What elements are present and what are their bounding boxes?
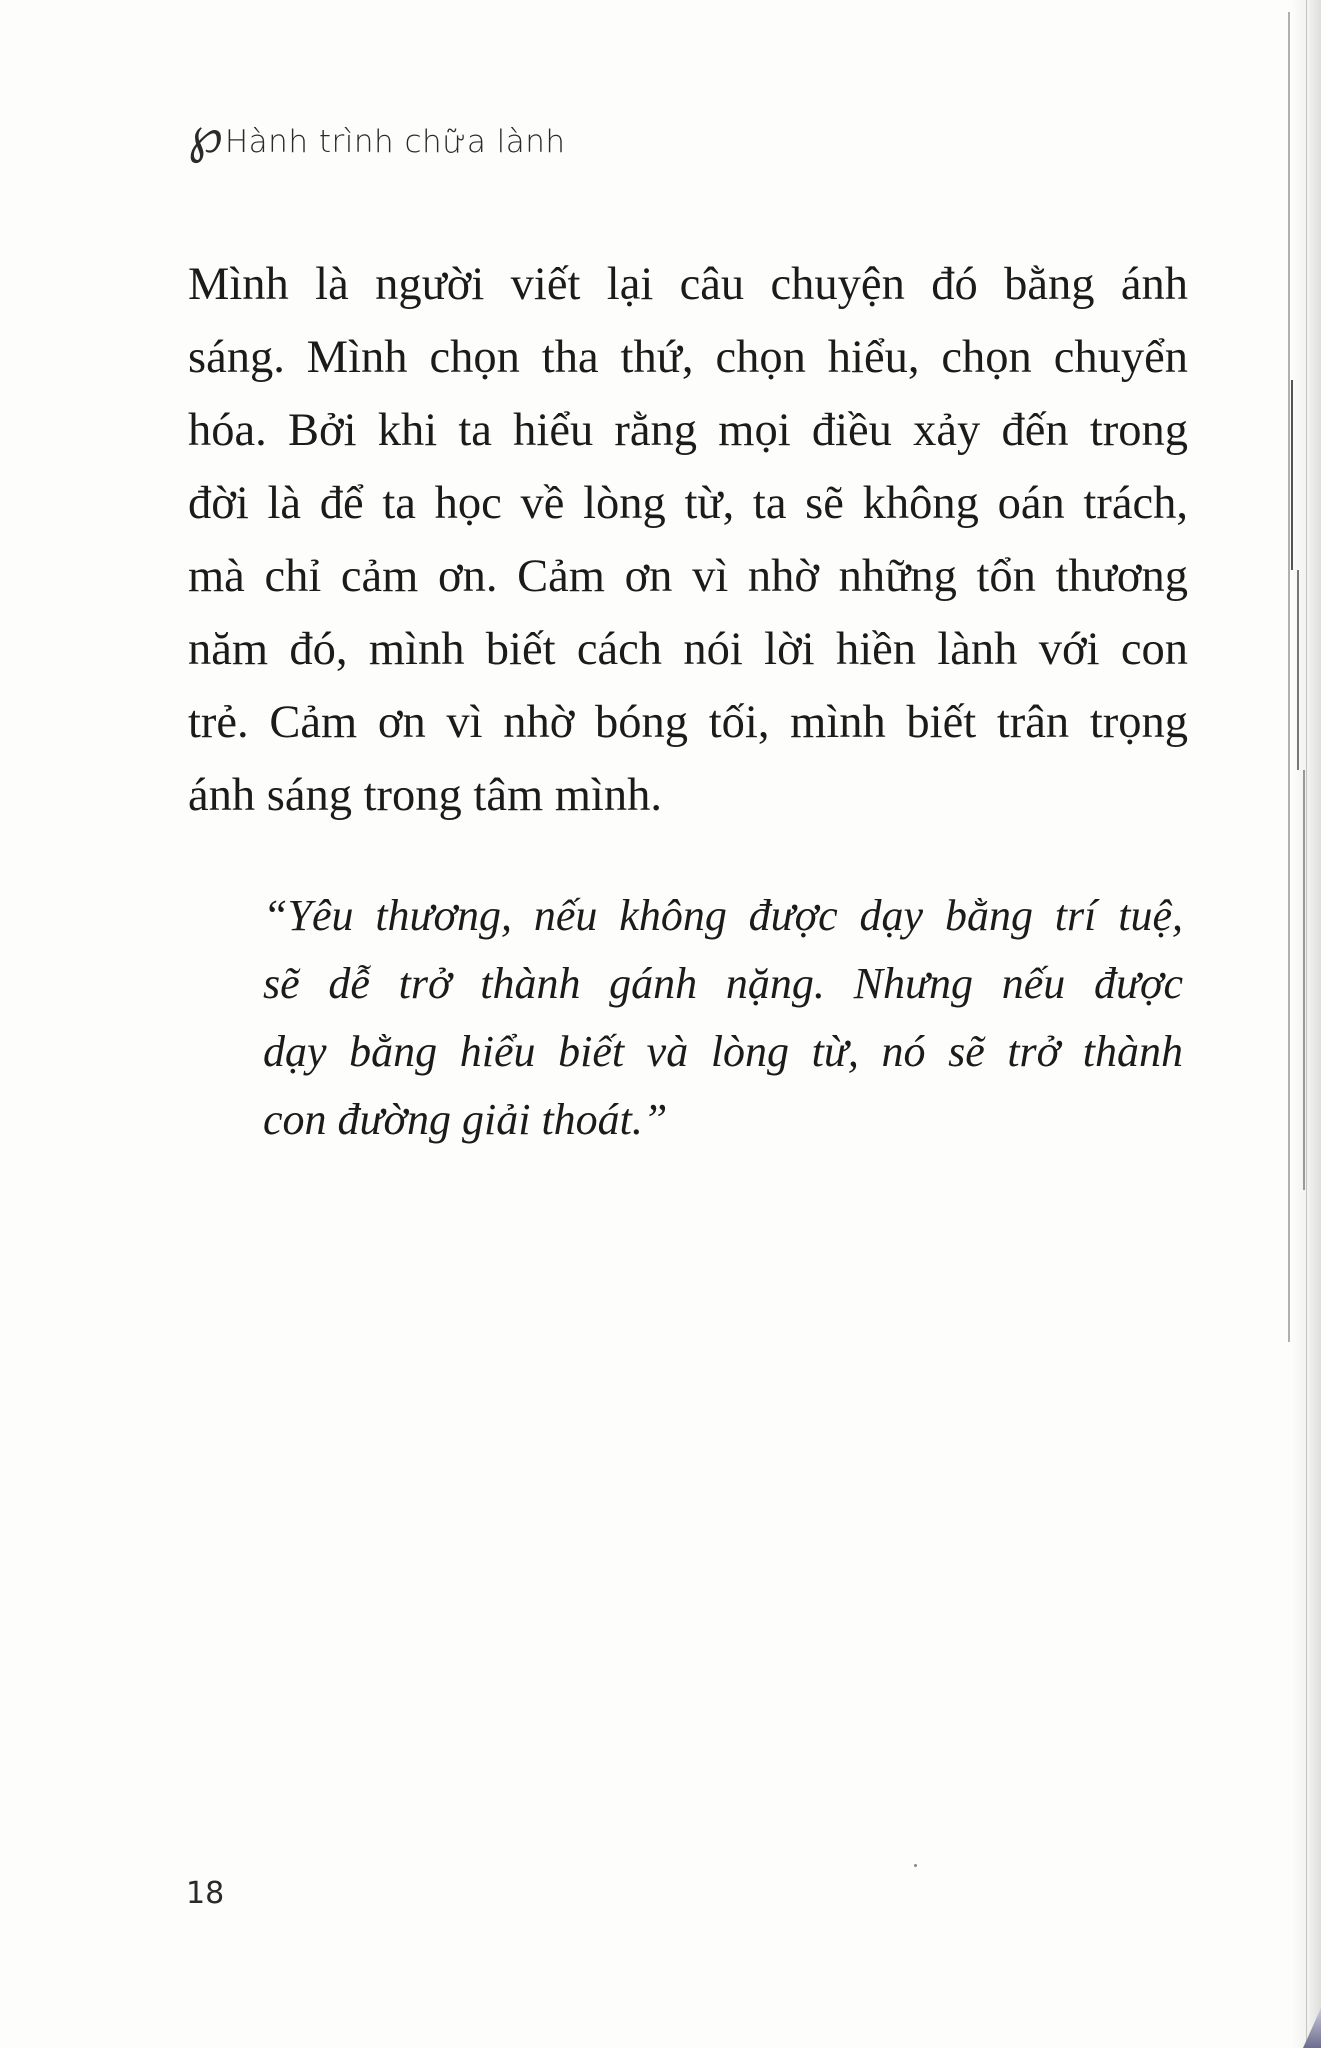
body-line: đời là để ta học về lòng từ, ta sẽ không oán trách,: [188, 478, 1188, 529]
block-quote: [263, 882, 1183, 1154]
body-line: Mình là người viết lại câu chuyện đó bằng ánh: [188, 259, 1188, 310]
page-stack-edge: [1297, 570, 1299, 770]
body-line: mà chỉ cảm ơn. Cảm ơn vì nhờ những tổn thương: [188, 551, 1188, 602]
scan-speck: [914, 1864, 917, 1867]
quote-line: sẽ dễ trở thành gánh nặng. Nhưng nếu được: [263, 959, 1183, 1008]
body-line: năm đó, mình biết cách nói lời hiền lành với con: [188, 624, 1188, 675]
running-header-title: Hành trình chữa lành: [224, 124, 566, 160]
header-ornament-icon: ℘: [188, 106, 223, 164]
page-number: 18: [186, 1876, 225, 1911]
page-stack-edge: [1303, 770, 1305, 1190]
page-stack-edge: [1306, 0, 1307, 2048]
body-paragraph: [188, 248, 1188, 832]
page-stack-edge: [1288, 12, 1290, 1342]
quote-line: “Yêu thương, nếu không được dạy bằng trí tuệ,: [263, 891, 1183, 940]
body-line: hóa. Bởi khi ta hiểu rằng mọi điều xảy đến trong: [188, 405, 1188, 456]
body-line: ánh sáng trong tâm mình.: [188, 770, 662, 821]
body-line: trẻ. Cảm ơn vì nhờ bóng tối, mình biết trân trọng: [188, 697, 1188, 748]
running-header: [188, 106, 566, 164]
body-line: sáng. Mình chọn tha thứ, chọn hiểu, chọn chuyển: [188, 332, 1188, 383]
quote-line: dạy bằng hiểu biết và lòng từ, nó sẽ trở thành: [263, 1027, 1183, 1076]
page-stack-edge: [1291, 380, 1293, 570]
quote-line: con đường giải thoát.”: [263, 1095, 668, 1144]
